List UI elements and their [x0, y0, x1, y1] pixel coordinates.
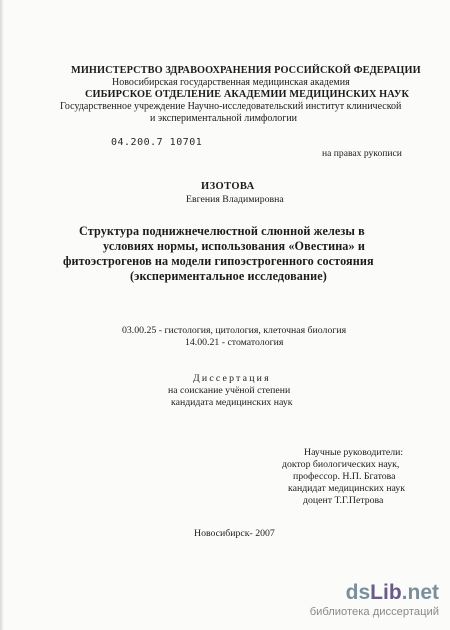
logo-lib: Lib	[370, 581, 402, 604]
logo-net: .net	[401, 581, 439, 604]
dissertation-label: Диссертация	[193, 373, 271, 384]
specialty-1: 03.00.25 - гистология, цитология, клеточная биология	[122, 325, 347, 336]
author-name: Евгения Владимировна	[186, 194, 284, 205]
supervisor-1-name: профессор. Н.П. Бгатова	[293, 471, 396, 482]
title-line-1: Структура поднижнечелюстной слюнной железы в	[79, 224, 365, 238]
scan-edge-shadow	[0, 0, 4, 630]
siberian-branch-line: СИБИРСКОЕ ОТДЕЛЕНИЕ АКАДЕМИИ МЕДИЦИНСКИХ НАУК	[85, 89, 410, 100]
title-line-4: (экспериментальное исследование)	[130, 269, 327, 283]
dslib-subtitle: библиотека диссертаций	[309, 606, 439, 618]
dissertation-degree-line: на соискание учёной степени	[168, 385, 291, 396]
institute-line-2: и экспериментальной лимфологии	[150, 113, 298, 124]
logo-ds: ds	[345, 581, 371, 604]
supervisor-1-degree: доктор биологических наук,	[282, 459, 400, 470]
supervisor-2-name: доцент Т.Г.Петрова	[303, 495, 384, 506]
title-line-2: условиях нормы, использования «Овестина» и	[103, 239, 365, 253]
city-year: Новосибирск- 2007	[194, 528, 275, 539]
author-surname: ИЗОТОВА	[201, 181, 255, 192]
specialty-2: 14.00.21 - стоматология	[185, 337, 284, 348]
title-line-3: фитоэстрогенов на модели гипоэстрогенного состояния	[63, 254, 374, 268]
supervisors-heading: Научные руководители:	[304, 447, 404, 458]
dissertation-candidate-line: кандидата медицинских наук	[171, 397, 293, 408]
registration-stamp: 04.200.7 10701	[111, 137, 203, 148]
institute-line: Государственное учреждение Научно-исследовательский институт клинической	[60, 101, 402, 112]
dslib-logo	[346, 582, 439, 603]
academy-line: Новосибирская государственная медицинская академия	[112, 77, 350, 88]
manuscript-rights: на правах рукописи	[322, 148, 402, 159]
supervisor-2-degree: кандидат медицинских наук	[288, 483, 406, 494]
ministry-line: МИНИСТЕРСТВО ЗДРАВООХРАНЕНИЯ РОССИЙСКОЙ ФЕДЕРАЦИИ	[71, 65, 421, 76]
